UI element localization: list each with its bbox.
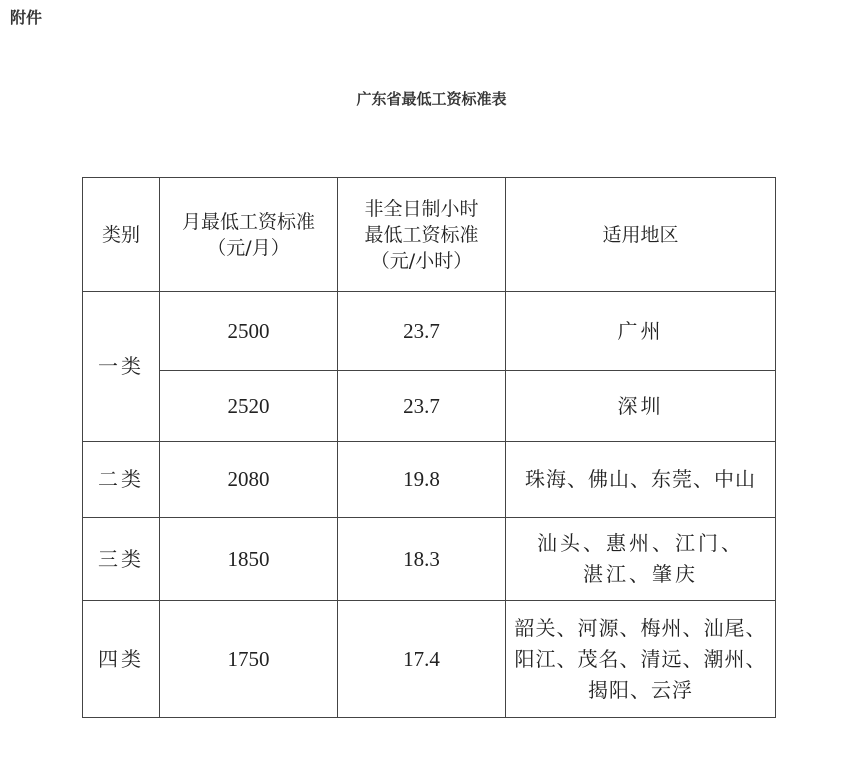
monthly-wage-cell: 1750 — [160, 601, 338, 718]
table-row — [83, 601, 776, 718]
header-monthly-line2: （元/月） — [207, 236, 290, 259]
header-category: 类别 — [83, 178, 160, 292]
category-cell: 一类 — [83, 292, 160, 442]
hourly-wage-cell: 18.3 — [338, 518, 506, 601]
table-header-row — [83, 178, 776, 292]
regions-cell — [506, 601, 776, 718]
regions-cell — [506, 442, 776, 518]
header-monthly-line1: 月最低工资标准 — [181, 210, 315, 233]
hourly-wage-cell: 23.7 — [338, 292, 506, 371]
table-row — [83, 442, 776, 518]
regions-line: 湛江、肇庆 — [583, 562, 698, 586]
header-hourly-line3: （元/小时） — [370, 249, 473, 272]
header-monthly-wage — [160, 178, 338, 292]
page-title: 广东省最低工资标准表 — [356, 90, 507, 108]
regions-line: 揭阳、云浮 — [588, 677, 693, 702]
monthly-wage-cell: 2500 — [160, 292, 338, 371]
header-hourly-wage — [338, 178, 506, 292]
regions-line: 广州 — [617, 318, 664, 343]
monthly-wage-cell: 2080 — [160, 442, 338, 518]
table-row — [83, 292, 776, 371]
regions-cell — [506, 292, 776, 371]
hourly-wage-cell: 23.7 — [338, 371, 506, 442]
regions-line: 珠海、佛山、东莞、中山 — [525, 467, 756, 491]
category-cell: 三类 — [83, 518, 160, 601]
header-hourly-line1: 非全日制小时 — [364, 197, 479, 220]
regions-cell — [506, 371, 776, 442]
hourly-wage-cell: 17.4 — [338, 601, 506, 718]
table-row — [83, 518, 776, 601]
header-hourly-line2: 最低工资标准 — [364, 223, 479, 246]
regions-line: 汕头、惠州、江门、 — [537, 531, 744, 555]
category-cell: 二类 — [83, 442, 160, 518]
minimum-wage-table — [82, 177, 776, 718]
monthly-wage-cell: 2520 — [160, 371, 338, 442]
hourly-wage-cell: 19.8 — [338, 442, 506, 518]
regions-line: 深圳 — [617, 393, 664, 418]
monthly-wage-cell: 1850 — [160, 518, 338, 601]
category-cell: 四类 — [83, 601, 160, 718]
table-row — [83, 371, 776, 442]
regions-cell — [506, 518, 776, 601]
header-regions: 适用地区 — [506, 178, 776, 292]
attachment-label: 附件 — [10, 8, 43, 27]
regions-line: 韶关、河源、梅州、汕尾、 — [514, 615, 767, 640]
regions-line: 阳江、茂名、清远、潮州、 — [514, 646, 767, 671]
